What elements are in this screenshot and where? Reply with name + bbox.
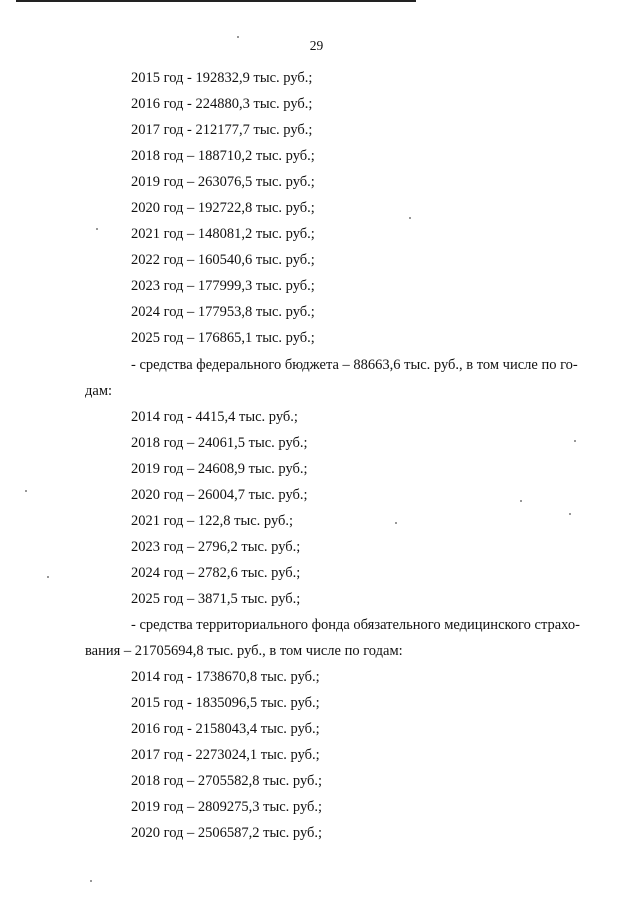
scan-speck <box>237 36 239 38</box>
paragraph-continuation: дам: <box>85 383 113 399</box>
scan-speck <box>409 217 411 219</box>
text-line: 2022 год – 160540,6 тыс. руб.; <box>131 252 315 268</box>
text-line: 2021 год – 122,8 тыс. руб.; <box>131 513 294 529</box>
scan-speck <box>96 228 98 230</box>
text-line: 2019 год – 24608,9 тыс. руб.; <box>131 461 308 477</box>
text-line: 2018 год – 24061,5 тыс. руб.; <box>131 435 308 451</box>
scan-speck <box>90 880 92 882</box>
scan-speck <box>569 513 571 515</box>
scan-speck <box>520 500 522 502</box>
text-line: 2023 год – 2796,2 тыс. руб.; <box>131 539 301 555</box>
text-line: 2023 год – 177999,3 тыс. руб.; <box>131 278 315 294</box>
scan-speck <box>25 490 27 492</box>
text-line: 2025 год – 176865,1 тыс. руб.; <box>131 330 315 346</box>
text-line: 2014 год - 4415,4 тыс. руб.; <box>131 409 298 425</box>
text-line: 2020 год – 192722,8 тыс. руб.; <box>131 200 315 216</box>
top-rule <box>16 0 416 2</box>
text-line: 2015 год - 192832,9 тыс. руб.; <box>131 70 313 86</box>
paragraph-continuation: вания – 21705694,8 тыс. руб., в том числе по годам: <box>85 643 403 659</box>
text-line: 2018 год – 2705582,8 тыс. руб.; <box>131 773 323 789</box>
text-line: 2017 год - 212177,7 тыс. руб.; <box>131 122 313 138</box>
paragraph-insurance-fund: - средства территориального фонда обязательного медицинского страхо- <box>131 617 580 633</box>
scan-speck <box>574 440 576 442</box>
text-line: 2017 год - 2273024,1 тыс. руб.; <box>131 747 320 763</box>
text-line: 2024 год – 177953,8 тыс. руб.; <box>131 304 315 320</box>
text-line: 2015 год - 1835096,5 тыс. руб.; <box>131 695 320 711</box>
text-line: 2020 год – 2506587,2 тыс. руб.; <box>131 825 323 841</box>
text-line: 2016 год - 2158043,4 тыс. руб.; <box>131 721 320 737</box>
text-line: 2024 год – 2782,6 тыс. руб.; <box>131 565 301 581</box>
text-line: 2014 год - 1738670,8 тыс. руб.; <box>131 669 320 685</box>
scan-speck <box>395 522 397 524</box>
text-line: 2021 год – 148081,2 тыс. руб.; <box>131 226 315 242</box>
text-line: 2025 год – 3871,5 тыс. руб.; <box>131 591 301 607</box>
text-line: 2019 год – 2809275,3 тыс. руб.; <box>131 799 323 815</box>
text-line: 2018 год – 188710,2 тыс. руб.; <box>131 148 315 164</box>
paragraph-federal-budget: - средства федерального бюджета – 88663,6 тыс. руб., в том числе по го- <box>131 357 578 373</box>
text-line: 2016 год - 224880,3 тыс. руб.; <box>131 96 313 112</box>
text-line: 2020 год – 26004,7 тыс. руб.; <box>131 487 308 503</box>
page-number: 29 <box>309 38 324 53</box>
text-line: 2019 год – 263076,5 тыс. руб.; <box>131 174 315 190</box>
scan-speck <box>47 576 49 578</box>
